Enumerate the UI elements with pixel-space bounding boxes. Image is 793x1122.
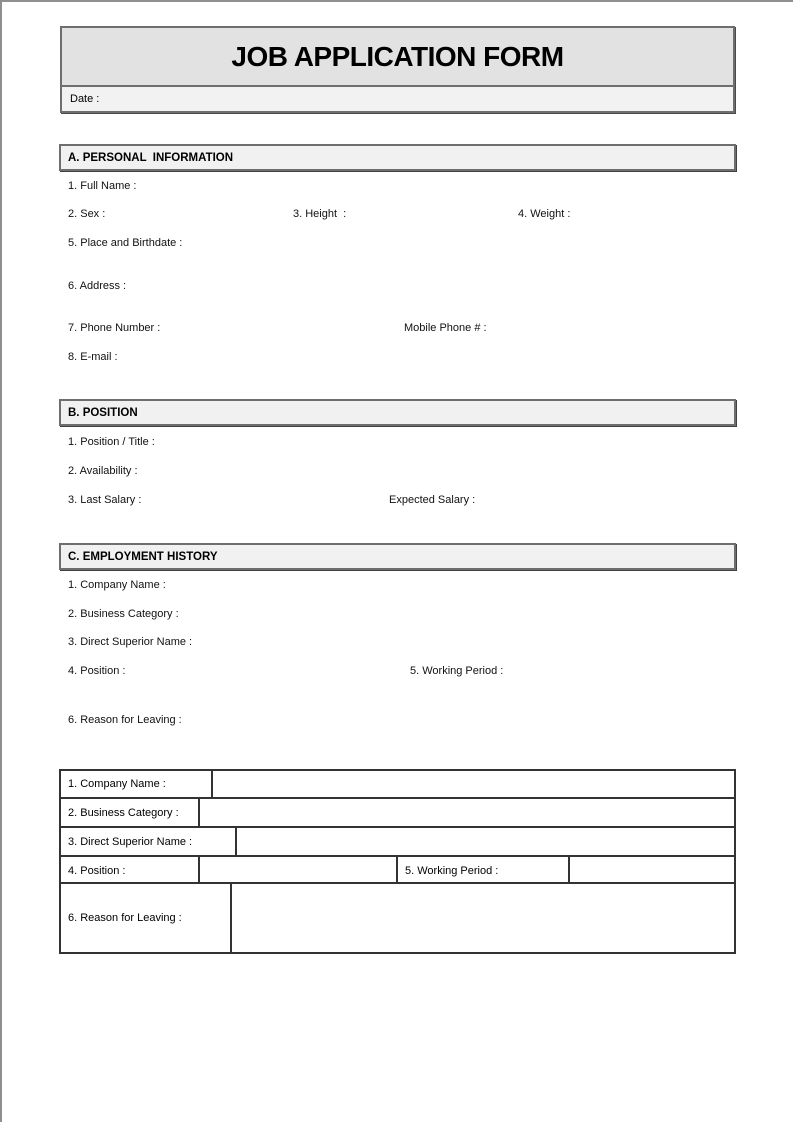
company-name-input-cell[interactable]	[213, 771, 734, 797]
direct-superior-input-cell[interactable]	[237, 828, 734, 855]
field-phone-label: 7. Phone Number :	[68, 322, 161, 334]
position-label-cell: 4. Position :	[61, 857, 200, 884]
field-weight-label: 4. Weight :	[518, 208, 571, 220]
field-reason-leaving-label: 6. Reason for Leaving :	[68, 714, 182, 726]
position-input-cell[interactable]	[200, 857, 398, 884]
table-row-direct-superior	[59, 826, 736, 857]
date-label: Date :	[70, 93, 100, 105]
form-header	[60, 26, 735, 113]
section-b-header: B. POSITION	[59, 399, 736, 426]
field-position-label: 4. Position :	[68, 665, 126, 677]
field-position-title-label: 1. Position / Title :	[68, 436, 155, 448]
employment-history-table	[59, 769, 736, 954]
field-birthdate-label: 5. Place and Birthdate :	[68, 237, 183, 249]
table-row-business-category	[59, 797, 736, 828]
field-business-category-label: 2. Business Category :	[68, 608, 179, 620]
field-address-label: 6. Address :	[68, 280, 127, 292]
field-email-label: 8. E-mail :	[68, 351, 118, 363]
direct-superior-label-cell: 3. Direct Superior Name :	[61, 828, 237, 855]
section-c-header: C. EMPLOYMENT HISTORY	[59, 543, 736, 570]
field-company-name-label: 1. Company Name :	[68, 579, 166, 591]
field-working-period-label: 5. Working Period :	[410, 665, 504, 677]
form-title-band	[62, 28, 733, 87]
field-full-name-label: 1. Full Name :	[68, 180, 137, 192]
business-category-label-cell: 2. Business Category :	[61, 799, 200, 826]
reason-leaving-label-cell: 6. Reason for Leaving :	[61, 884, 232, 952]
date-row[interactable]	[62, 87, 733, 111]
field-sex-label: 2. Sex :	[68, 208, 106, 220]
table-row-company	[59, 769, 736, 799]
field-mobile-phone-label: Mobile Phone # :	[404, 322, 487, 334]
field-expected-salary-label: Expected Salary :	[389, 494, 476, 506]
field-availability-label: 2. Availability :	[68, 465, 138, 477]
working-period-input-cell[interactable]	[570, 857, 734, 884]
field-height-label: 3. Height :	[293, 208, 347, 220]
field-direct-superior-label: 3. Direct Superior Name :	[68, 636, 193, 648]
business-category-input-cell[interactable]	[200, 799, 734, 826]
reason-leaving-input-cell[interactable]	[232, 884, 734, 952]
form-title: JOB APPLICATION FORM	[231, 40, 564, 72]
section-a-header: A. PERSONAL INFORMATION	[59, 144, 736, 171]
working-period-label-cell: 5. Working Period :	[398, 857, 570, 884]
field-last-salary-label: 3. Last Salary :	[68, 494, 142, 506]
table-row-reason-leaving	[59, 882, 736, 954]
company-name-label-cell: 1. Company Name :	[61, 771, 213, 797]
